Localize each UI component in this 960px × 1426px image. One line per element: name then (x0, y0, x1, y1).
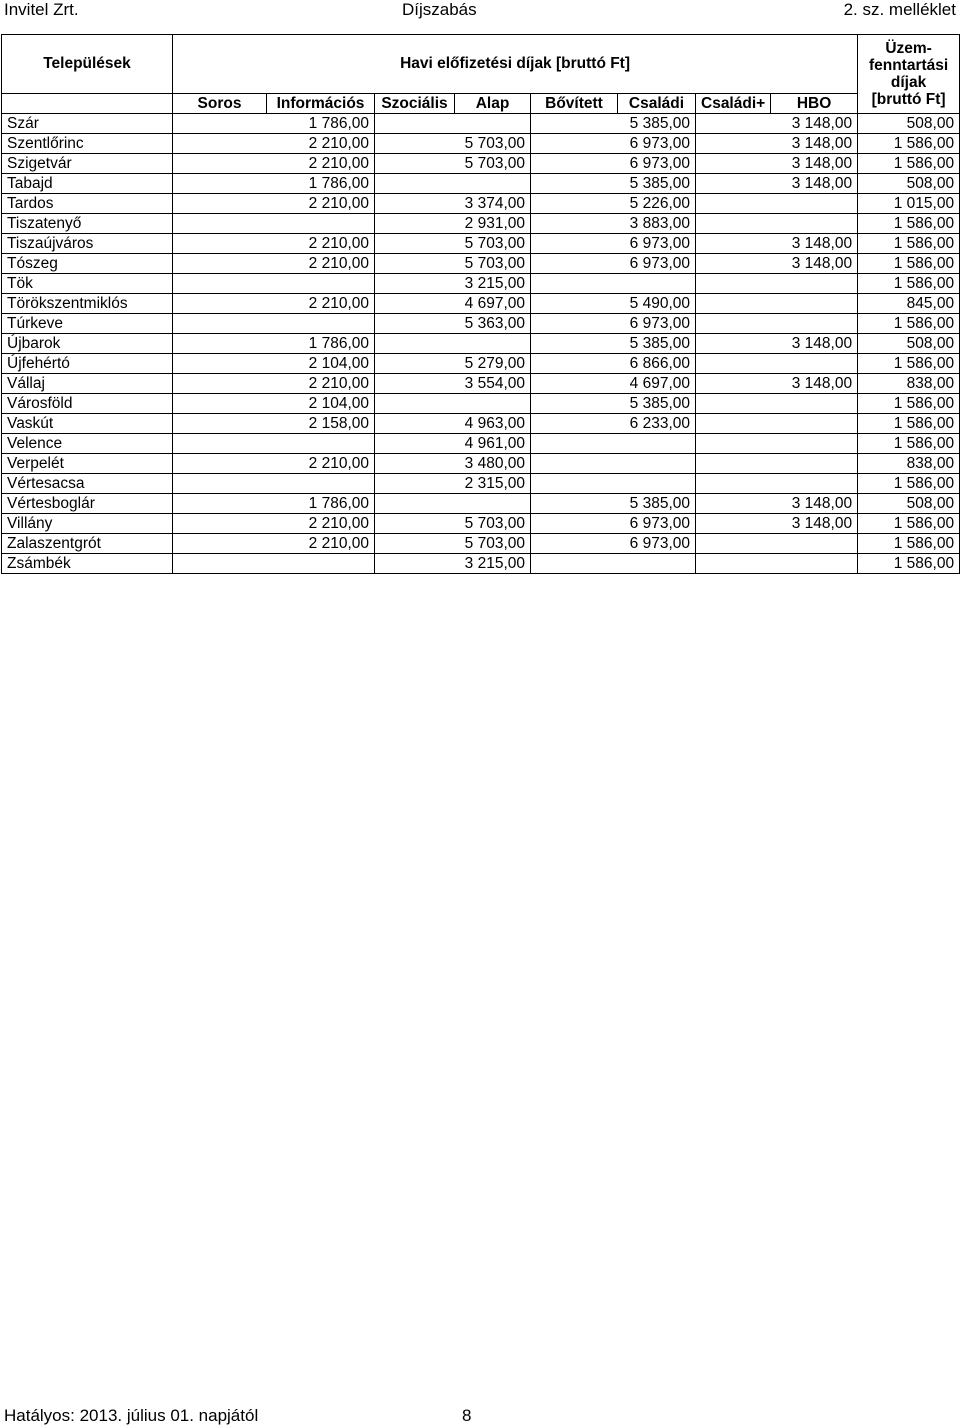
table-row (2, 454, 960, 474)
table-row (2, 314, 960, 334)
fee-hbo: 3 148,00 (696, 514, 858, 534)
fee-alap (375, 394, 531, 414)
col-header-hbo: HBO (771, 94, 858, 114)
fee-bovitett: 6 973,00 (531, 314, 696, 334)
settlement-name: Törökszentmiklós (2, 294, 173, 314)
fee-informacios (173, 434, 375, 454)
fee-hbo (696, 214, 858, 234)
col-header-csaladi: Családi (618, 94, 696, 114)
fee-alap: 4 697,00 (375, 294, 531, 314)
fee-alap: 5 703,00 (375, 234, 531, 254)
settlement-name: Tiszaújváros (2, 234, 173, 254)
fee-hbo (696, 414, 858, 434)
fee-bovitett: 5 385,00 (531, 114, 696, 134)
fee-informacios (173, 554, 375, 574)
table-row (2, 494, 960, 514)
maintenance-header-line: fenntartási (868, 57, 949, 74)
table-row (2, 354, 960, 374)
table-row (2, 534, 960, 554)
page-number: 8 (462, 1406, 472, 1425)
fee-alap: 5 703,00 (375, 534, 531, 554)
fee-maintenance: 1 586,00 (858, 274, 960, 294)
col-header-informacios: Információs (267, 94, 375, 114)
fee-informacios: 1 786,00 (173, 114, 375, 134)
fee-informacios: 2 210,00 (173, 374, 375, 394)
fee-bovitett (531, 454, 696, 474)
table-row (2, 514, 960, 534)
table-row (2, 154, 960, 174)
fee-bovitett: 5 385,00 (531, 334, 696, 354)
fee-hbo (696, 314, 858, 334)
fee-hbo: 3 148,00 (696, 134, 858, 154)
fee-informacios (173, 274, 375, 294)
fee-alap (375, 114, 531, 134)
fee-informacios: 2 158,00 (173, 414, 375, 434)
settlement-name: Tabajd (2, 174, 173, 194)
table-row (2, 554, 960, 574)
fee-maintenance: 1 586,00 (858, 354, 960, 374)
fee-informacios: 2 210,00 (173, 134, 375, 154)
fee-bovitett: 6 866,00 (531, 354, 696, 374)
fee-maintenance: 838,00 (858, 454, 960, 474)
col-header-szocialis: Szociális (375, 94, 455, 114)
fee-alap: 2 315,00 (375, 474, 531, 494)
settlement-name: Vállaj (2, 374, 173, 394)
fee-bovitett: 6 973,00 (531, 534, 696, 554)
appendix-label: 2. sz. melléklet (843, 0, 956, 19)
settlement-name: Tök (2, 274, 173, 294)
table-row (2, 334, 960, 354)
fee-bovitett: 5 490,00 (531, 294, 696, 314)
fee-alap: 3 480,00 (375, 454, 531, 474)
fee-bovitett (531, 434, 696, 454)
fee-bovitett: 4 697,00 (531, 374, 696, 394)
col-header-soros: Soros (173, 94, 267, 114)
fee-informacios: 2 210,00 (173, 234, 375, 254)
fee-bovitett: 5 385,00 (531, 394, 696, 414)
settlement-name: Vaskút (2, 414, 173, 434)
settlement-name: Tószeg (2, 254, 173, 274)
settlement-name: Túrkeve (2, 314, 173, 334)
header-row-sub (2, 94, 960, 114)
fee-informacios: 2 104,00 (173, 394, 375, 414)
table-row (2, 414, 960, 434)
table-row (2, 294, 960, 314)
fee-alap: 4 961,00 (375, 434, 531, 454)
document-title: Díjszabás (402, 0, 477, 19)
fee-bovitett: 5 226,00 (531, 194, 696, 214)
fee-maintenance: 1 586,00 (858, 414, 960, 434)
fee-maintenance: 1 586,00 (858, 554, 960, 574)
fee-maintenance: 1 586,00 (858, 434, 960, 454)
fee-maintenance: 1 586,00 (858, 254, 960, 274)
fee-bovitett (531, 274, 696, 294)
fee-informacios: 2 210,00 (173, 194, 375, 214)
fee-alap: 5 703,00 (375, 154, 531, 174)
fee-alap: 3 554,00 (375, 374, 531, 394)
fee-hbo: 3 148,00 (696, 114, 858, 134)
page-header (0, 0, 960, 24)
fee-bovitett: 6 233,00 (531, 414, 696, 434)
settlement-name: Verpelét (2, 454, 173, 474)
fee-alap: 5 279,00 (375, 354, 531, 374)
fee-hbo (696, 534, 858, 554)
fee-bovitett: 3 883,00 (531, 214, 696, 234)
settlement-name: Szentlőrinc (2, 134, 173, 154)
fee-maintenance: 508,00 (858, 114, 960, 134)
settlement-name: Szár (2, 114, 173, 134)
fee-maintenance: 1 586,00 (858, 314, 960, 334)
settlement-name: Villány (2, 514, 173, 534)
fee-informacios: 2 210,00 (173, 514, 375, 534)
fee-alap: 5 703,00 (375, 134, 531, 154)
fee-alap (375, 334, 531, 354)
table-row (2, 274, 960, 294)
fee-maintenance: 1 586,00 (858, 534, 960, 554)
fee-hbo (696, 194, 858, 214)
fee-informacios: 2 210,00 (173, 454, 375, 474)
fee-hbo (696, 454, 858, 474)
fee-alap: 5 703,00 (375, 254, 531, 274)
fee-alap: 3 374,00 (375, 194, 531, 214)
fee-alap: 5 703,00 (375, 514, 531, 534)
company-name: Invitel Zrt. (4, 0, 79, 19)
table-row (2, 174, 960, 194)
settlement-name: Tiszatenyő (2, 214, 173, 234)
fee-hbo (696, 394, 858, 414)
settlements-header: Települések (2, 35, 173, 94)
maintenance-header-line: [bruttó Ft] (871, 91, 946, 108)
settlement-name: Újbarok (2, 334, 173, 354)
fee-alap: 5 363,00 (375, 314, 531, 334)
settlement-name: Zsámbék (2, 554, 173, 574)
fee-hbo: 3 148,00 (696, 154, 858, 174)
table-row (2, 374, 960, 394)
table-row (2, 394, 960, 414)
fee-hbo (696, 434, 858, 454)
fee-informacios (173, 474, 375, 494)
table-row (2, 194, 960, 214)
fee-maintenance: 508,00 (858, 334, 960, 354)
fee-alap: 3 215,00 (375, 554, 531, 574)
table-row (2, 254, 960, 274)
fee-hbo (696, 554, 858, 574)
monthly-fees-header: Havi előfizetési díjak [bruttó Ft] (173, 35, 858, 94)
settlement-name: Zalaszentgrót (2, 534, 173, 554)
fee-maintenance: 1 586,00 (858, 234, 960, 254)
table-row (2, 114, 960, 134)
fee-bovitett: 6 973,00 (531, 254, 696, 274)
settlement-name: Velence (2, 434, 173, 454)
fee-hbo: 3 148,00 (696, 254, 858, 274)
fee-informacios: 1 786,00 (173, 334, 375, 354)
fee-bovitett: 6 973,00 (531, 154, 696, 174)
effective-date: Hatályos: 2013. július 01. napjától (4, 1406, 259, 1425)
fee-maintenance: 845,00 (858, 294, 960, 314)
fee-maintenance: 1 586,00 (858, 214, 960, 234)
fee-alap: 4 963,00 (375, 414, 531, 434)
fee-hbo: 3 148,00 (696, 174, 858, 194)
fee-bovitett (531, 474, 696, 494)
table-row (2, 474, 960, 494)
fee-informacios: 2 210,00 (173, 254, 375, 274)
fee-hbo (696, 474, 858, 494)
fee-informacios: 1 786,00 (173, 494, 375, 514)
settlement-name: Vértesacsa (2, 474, 173, 494)
fee-alap: 3 215,00 (375, 274, 531, 294)
settlement-name: Vértesboglár (2, 494, 173, 514)
table-row (2, 234, 960, 254)
fee-maintenance: 1 586,00 (858, 394, 960, 414)
table-row (2, 214, 960, 234)
fee-informacios: 1 786,00 (173, 174, 375, 194)
fee-maintenance: 1 586,00 (858, 514, 960, 534)
fee-bovitett: 5 385,00 (531, 174, 696, 194)
settlement-name: Szigetvár (2, 154, 173, 174)
fee-hbo (696, 354, 858, 374)
fee-table-body (2, 114, 960, 574)
fee-maintenance: 1 586,00 (858, 474, 960, 494)
fee-hbo: 3 148,00 (696, 374, 858, 394)
maintenance-fees-header (858, 35, 960, 114)
fee-informacios (173, 214, 375, 234)
fee-hbo: 3 148,00 (696, 494, 858, 514)
fee-bovitett: 6 973,00 (531, 134, 696, 154)
settlement-name: Újfehértó (2, 354, 173, 374)
fee-informacios: 2 210,00 (173, 154, 375, 174)
fee-hbo: 3 148,00 (696, 334, 858, 354)
fee-bovitett (531, 554, 696, 574)
fee-alap (375, 174, 531, 194)
fee-informacios: 2 210,00 (173, 294, 375, 314)
fee-informacios: 2 104,00 (173, 354, 375, 374)
fee-bovitett: 6 973,00 (531, 234, 696, 254)
settlement-name: Városföld (2, 394, 173, 414)
fee-hbo: 3 148,00 (696, 234, 858, 254)
maintenance-header-line: díjak (890, 74, 927, 91)
fee-informacios: 2 210,00 (173, 534, 375, 554)
blank-header-cell (2, 94, 173, 114)
fee-bovitett: 6 973,00 (531, 514, 696, 534)
maintenance-header-line: Üzem- (885, 40, 932, 57)
fee-alap: 2 931,00 (375, 214, 531, 234)
table-row (2, 434, 960, 454)
fee-maintenance: 508,00 (858, 174, 960, 194)
fee-hbo (696, 274, 858, 294)
fee-bovitett: 5 385,00 (531, 494, 696, 514)
col-header-csaladi-plus: Családi+ (696, 94, 771, 114)
settlement-name: Tardos (2, 194, 173, 214)
fee-table (1, 34, 960, 574)
fee-hbo (696, 294, 858, 314)
fee-alap (375, 494, 531, 514)
fee-maintenance: 1 586,00 (858, 134, 960, 154)
fee-maintenance: 508,00 (858, 494, 960, 514)
col-header-bovitett: Bővített (531, 94, 618, 114)
fee-maintenance: 1 015,00 (858, 194, 960, 214)
fee-maintenance: 1 586,00 (858, 154, 960, 174)
header-row-top (2, 35, 960, 94)
table-row (2, 134, 960, 154)
col-header-alap: Alap (455, 94, 531, 114)
fee-maintenance: 838,00 (858, 374, 960, 394)
fee-informacios (173, 314, 375, 334)
